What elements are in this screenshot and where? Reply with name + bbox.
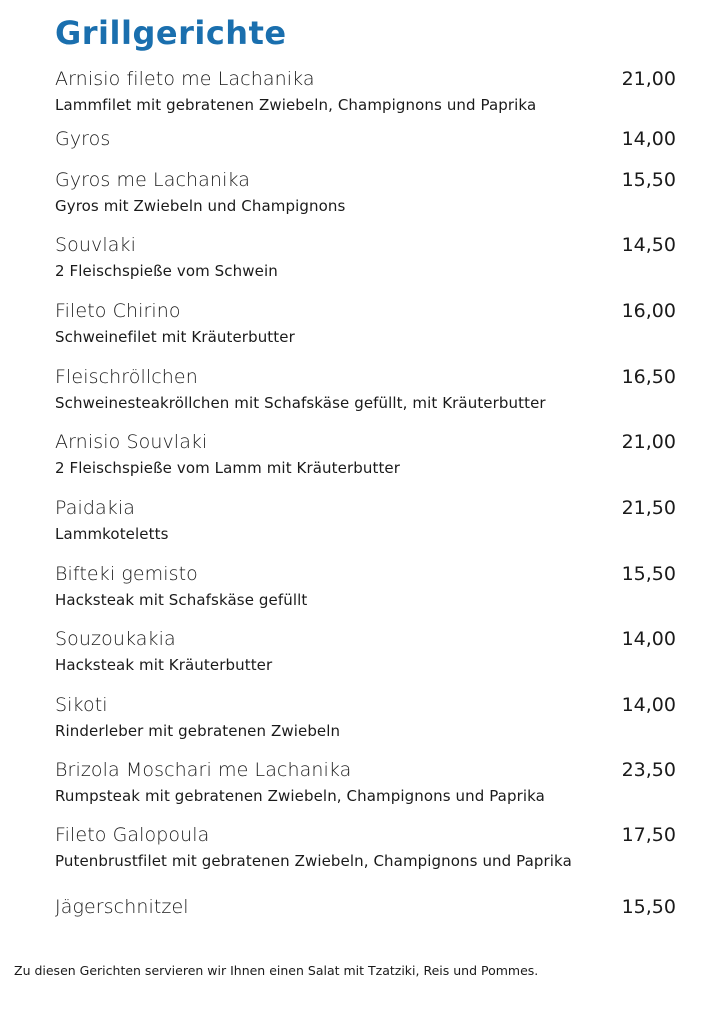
dish-description: 2 Fleischspieße vom Lamm mit Kräuterbutter [55,459,401,477]
menu-item [55,690,676,744]
dish-name: Brizola Moschari me Lachanika [55,759,352,781]
dish-price: 14,00 [621,128,676,150]
dish-name: Fleischröllchen [55,366,198,388]
dish-name: Fileto Chirino [55,300,181,322]
menu-item [55,493,676,547]
dish-price: 21,50 [621,497,676,519]
menu-item [55,559,676,613]
dish-price: 21,00 [621,68,676,90]
page-title: Grillgerichte [55,14,287,52]
dish-description: Hacksteak mit Kräuterbutter [55,656,273,674]
dish-name: Jägerschnitzel [55,896,189,918]
dish-name: Bifteki gemisto [55,563,198,585]
dish-price: 15,50 [621,169,676,191]
dish-name: Arnisio fileto me Lachanika [55,68,315,90]
dish-name: Fileto Galopoula [55,824,210,846]
dish-price: 16,00 [621,300,676,322]
dish-price: 21,00 [621,431,676,453]
menu-list [55,64,676,922]
dish-price: 15,50 [621,563,676,585]
dish-description: Hacksteak mit Schafskäse gefüllt [55,591,308,609]
dish-name: Sikoti [55,694,108,716]
dish-description: Lammkoteletts [55,525,169,543]
menu-item [55,624,676,678]
dish-name: Gyros [55,128,111,150]
dish-description: Rumpsteak mit gebratenen Zwiebeln, Champignons und Paprika [55,787,545,805]
dish-description: 2 Fleischspieße vom Schwein [55,262,278,280]
menu-item [55,64,676,118]
menu-item [55,820,676,874]
dish-price: 14,00 [621,694,676,716]
menu-item [55,230,676,284]
dish-description: Gyros mit Zwiebeln und Champignons [55,197,346,215]
dish-name: Souzoukakia [55,628,176,650]
menu-item [55,427,676,481]
menu-item [55,124,676,154]
dish-description: Schweinesteakröllchen mit Schafskäse gefüllt, mit Kräuterbutter [55,394,546,412]
dish-description: Putenbrustfilet mit gebratenen Zwiebeln, Champignons und Paprika [55,852,572,870]
dish-price: 15,50 [621,896,676,918]
menu-item [55,892,676,922]
footnote: Zu diesen Gerichten servieren wir Ihnen einen Salat mit Tzatziki, Reis und Pommes. [14,963,539,978]
dish-description: Lammfilet mit gebratenen Zwiebeln, Champignons und Paprika [55,96,537,114]
dish-name: Arnisio Souvlaki [55,431,208,453]
dish-price: 16,50 [621,366,676,388]
dish-price: 14,00 [621,628,676,650]
menu-item [55,755,676,809]
dish-price: 23,50 [621,759,676,781]
menu-item [55,362,676,416]
menu-item [55,296,676,350]
dish-name: Paidakia [55,497,135,519]
dish-price: 17,50 [621,824,676,846]
dish-name: Souvlaki [55,234,136,256]
dish-name: Gyros me Lachanika [55,169,250,191]
dish-description: Schweinefilet mit Kräuterbutter [55,328,295,346]
menu-item [55,165,676,219]
dish-price: 14,50 [621,234,676,256]
dish-description: Rinderleber mit gebratenen Zwiebeln [55,722,341,740]
